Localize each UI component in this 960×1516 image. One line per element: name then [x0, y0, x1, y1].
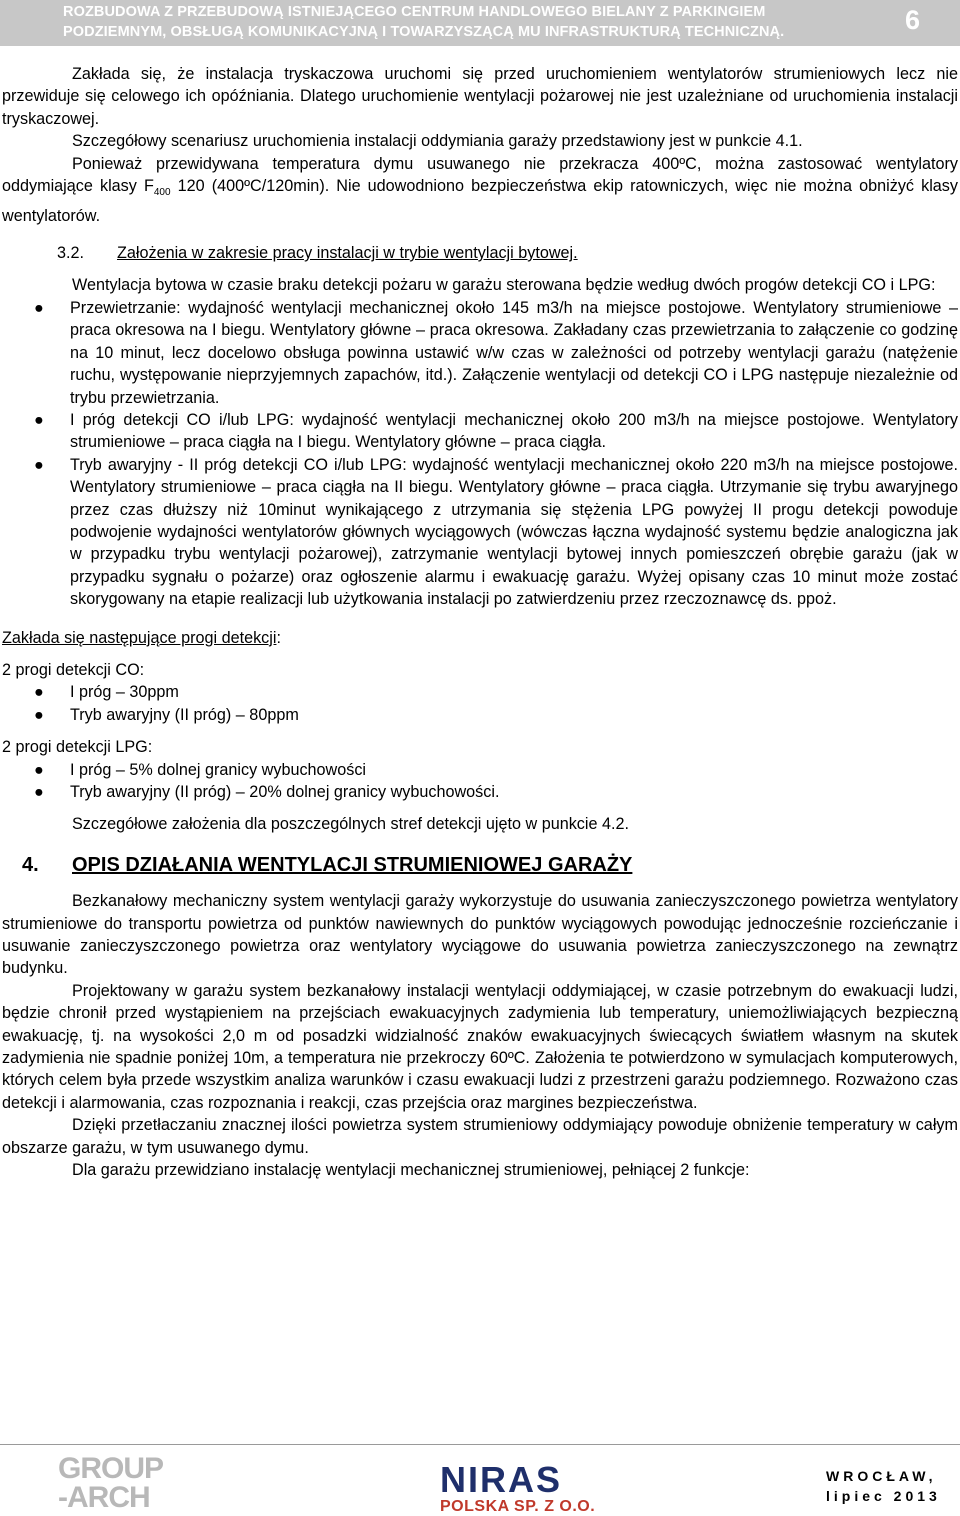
bullet-icon: ● — [34, 455, 44, 474]
footer-divider — [0, 1444, 960, 1445]
group-arch-logo — [58, 1454, 163, 1512]
footer-date: lipiec 2013 — [826, 1488, 941, 1504]
section-3-2-heading — [2, 242, 958, 264]
paragraph: Projektowany w garażu system bezkanałowy instalacji wentylacji oddymiającej, w czasie potrzebnym do ewakuacji ludzi, będzie chronił przed wystąpieniem na przejściach ewakuacyjnych zadymienia lub temperatury, uniemożliwiających bezpieczną ewakuację, tj. na wysokości 2,0 m od posadzki widzialność znaków ewakuacyjnych świecących światłem własnym na skutek zadymienia nie spadnie poniżej 10m, a temperatura nie przekroczy 60ºC. Założenia te potwierdzono w symulacjach komputerowych, których celem była przede wszystkim analiza warunków i czasu ewakuacji ludzi z przestrzeni garażu podziemnego. Rozważono czas detekcji i alarmowania, czas rozpoznania i reakcji, czas przejścia oraz margines bezpieczeństwa. — [2, 981, 958, 1112]
logo-line2: -ARCH — [58, 1481, 150, 1514]
list-item — [2, 781, 958, 803]
paragraph-fan-class — [2, 153, 958, 227]
list-item-text: I próg – 5% dolnej granicy wybuchowości — [70, 760, 367, 779]
document-header — [0, 0, 960, 46]
page-number: 6 — [905, 5, 921, 35]
thresholds-heading-colon: : — [276, 628, 281, 647]
bullet-icon: ● — [34, 683, 44, 702]
lpg-heading: 2 progi detekcji LPG: — [2, 738, 153, 757]
thresholds-heading-text: Zakłada się następujące progi detekcji — [2, 628, 277, 647]
bullet-icon: ● — [34, 298, 44, 317]
section-number: 4. — [22, 853, 39, 876]
section-title: Założenia w zakresie pracy instalacji w trybie wentylacji bytowej. — [117, 244, 578, 263]
list-item-text: Tryb awaryjny (II próg) – 20% dolnej granicy wybuchowości. — [70, 783, 500, 802]
document-body — [2, 63, 958, 1182]
fan-class-text-b: 120 (400ºC/120min). Nie udowodniono bezpieczeństwa ekip ratowniczych, więc nie można obniżyć klasy wentylatorów. — [2, 177, 958, 225]
list-item-text: Tryb awaryjny - II próg detekcji CO i/lub LPG: wydajność wentylacji mechanicznej około 220 m3/h na miejsce postojowe. Wentylatory strumieniowe – praca ciągła na II biegu. Wentylatory główne – praca ciągła. Utrzymanie się trybu awaryjnego przez czas dłuższy niż 10minut wynikającego z utrzymania się stężenia LPG powyżej II progu detekcji powoduje podwojenie wydajności wentylatorów głównych wyciągowych (wówczas łączna wydajność systemu będzie analogiczna jak w przypadku trybu wentylacji pożarowej), zatrzymanie wentylacji bytowej innych pomieszczeń obrębie garażu (jak w przypadku sygnału o pożarze) oraz ogłoszenie alarmu i ewakuację garażu. Wyżej opisany czas 10 minut może zostać skorygowany na etapie realizacji lub użytkowania instalacji po zatwierdzeniu przez rzeczoznawcę ds. ppoż. — [70, 455, 958, 609]
list-item-text: Tryb awaryjny (II próg) – 80ppm — [70, 705, 299, 724]
paragraph: Dzięki przetłaczaniu znacznej ilości powietrza system strumieniowy oddymiający powoduje obniżenie temperatury w całym obszarze garażu, w tym usuwanego dymu. — [2, 1116, 958, 1157]
header-title-line2: PODZIEMNYM, OBSŁUGĄ KOMUNIKACYJNĄ I TOWARZYSZĄCĄ MU INFRASTRUKTURĄ TECHNICZNĄ. — [63, 24, 785, 40]
thresholds-heading — [2, 627, 958, 649]
section-4-heading — [2, 854, 958, 876]
co-threshold-list — [2, 681, 958, 726]
paragraph-ventilation-intro: Wentylacja bytowa w czasie braku detekcji pożaru w garażu sterowana będzie według dwóch progów detekcji CO i LPG: — [72, 276, 936, 295]
section-title: OPIS DZIAŁANIA WENTYLACJI STRUMIENIOWEJ GARAŻY — [72, 853, 633, 876]
logo-line1: GROUP — [58, 1452, 164, 1485]
lpg-threshold-list — [2, 759, 958, 804]
mode-list — [2, 297, 958, 611]
details-note: Szczegółowe założenia dla poszczególnych stref detekcji ujęto w punkcie 4.2. — [72, 815, 629, 834]
list-item-text: Przewietrzanie: wydajność wentylacji mechanicznej około 145 m3/h na miejsce postojowe. Wentylatory strumieniowe – praca okresowa na I biegu. Wentylatory główne – praca okresowa. Zakładany czas przewietrzania to załączenie co godzinę na 10 minut, lecz docelowo obsługa powinna ustawić w/w czas w zależności od potrzeby wentylacji garażu (natężenie ruchu, występowanie nieprzyjemnych zapachów, itd.). Załączenie wentylacji od detekcji CO i LPG następuje niezależnie od trybu przewietrzania. — [70, 298, 958, 407]
niras-logo-subtitle: POLSKA SP. Z O.O. — [440, 1498, 596, 1515]
list-item — [2, 297, 958, 409]
list-item-text: I próg detekcji CO i/lub LPG: wydajność wentylacji mechanicznej około 200 m3/h na miejsce postojowe. Wentylatory strumieniowe – praca ciągła na I biegu. Wentylatory główne – praca ciągła. — [70, 410, 958, 452]
header-title-line1: ROZBUDOWA Z PRZEBUDOWĄ ISTNIEJĄCEGO CENTRUM HANDLOWEGO BIELANY Z PARKINGIEM — [63, 4, 766, 20]
fan-class-text-a: Ponieważ przewidywana temperatura dymu usuwanego nie przekracza 400ºC, można zastosować wentylatory oddymiające klasy F — [2, 154, 958, 196]
footer-city: WROCŁAW, — [826, 1468, 937, 1484]
list-item — [2, 454, 958, 611]
list-item-text: I próg – 30ppm — [70, 683, 179, 702]
niras-logo-name: NIRAS — [440, 1459, 563, 1500]
bullet-icon: ● — [34, 783, 44, 802]
paragraph: Dla garażu przewidziano instalację wentylacji mechanicznej strumieniowej, pełniącej 2 funkcje: — [72, 1161, 750, 1180]
co-heading: 2 progi detekcji CO: — [2, 660, 145, 679]
niras-logo — [440, 1459, 596, 1516]
list-item — [2, 704, 958, 726]
paragraph-scenario-ref: Szczegółowy scenariusz uruchomienia instalacji oddymiania garaży przedstawiony jest w punkcie 4.1. — [72, 132, 803, 151]
paragraph-sprinkler: Zakłada się, że instalacja tryskaczowa uruchomi się przed uruchomieniem wentylatorów strumieniowych lecz nie przewiduje się celowego ich opóźniania. Dlatego uruchomienie wentylacji pożarowej nie jest uzależniane od uruchomienia instalacji tryskaczowej. — [2, 65, 958, 128]
section-number: 3.2. — [57, 244, 85, 263]
bullet-icon: ● — [34, 705, 44, 724]
bullet-icon: ● — [34, 760, 44, 779]
paragraph: Bezkanałowy mechaniczny system wentylacji garaży wykorzystuje do usuwania zanieczyszczonego powietrza wentylatory strumieniowe do transportu powietrza od punktów nawiewnych do punktów wyciągowych powodując jednocześnie rozcieńczanie i usuwanie zanieczyszczonego powietrza oraz wentylatory wyciągowe do usuwania powietrza zanieczyszczonego na zewnątrz budynku. — [2, 892, 958, 978]
footer-location-date — [826, 1466, 941, 1506]
fan-class-subscript: 400 — [153, 187, 171, 199]
list-item — [2, 409, 958, 454]
list-item — [2, 681, 958, 703]
list-item — [2, 759, 958, 781]
bullet-icon: ● — [34, 410, 44, 429]
